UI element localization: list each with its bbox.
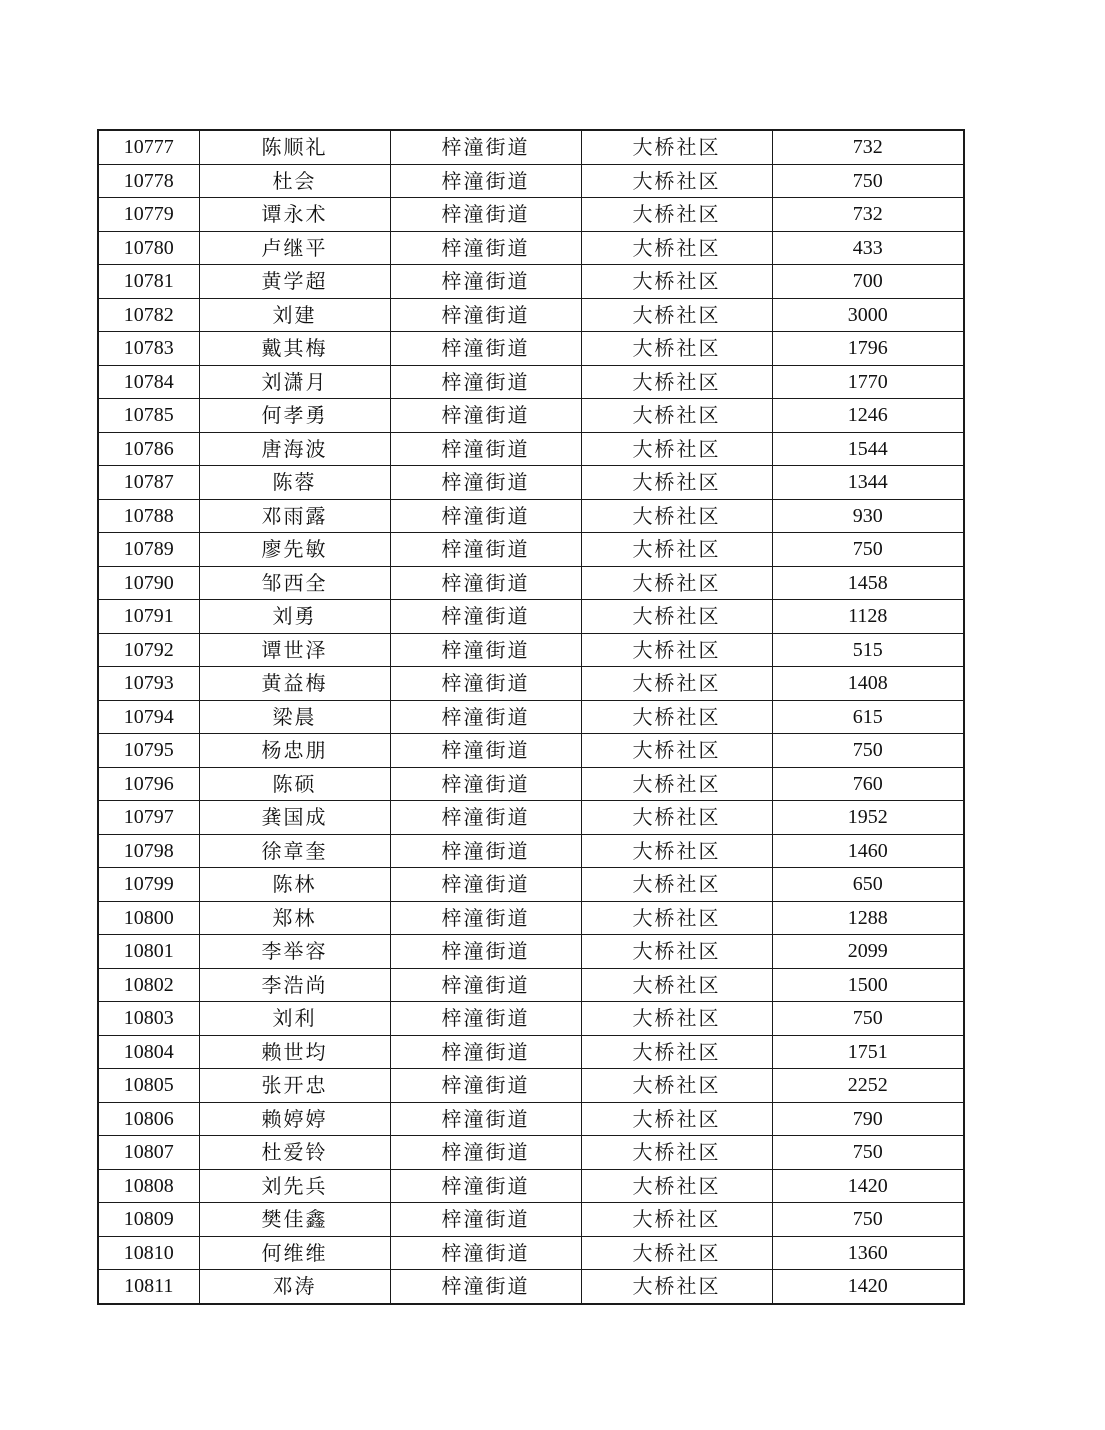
amount-cell: 750 — [772, 1136, 964, 1170]
person-name-cell: 唐海波 — [199, 432, 390, 466]
amount-cell: 615 — [772, 700, 964, 734]
roster-table — [97, 129, 965, 1305]
community-name-cell: 大桥社区 — [581, 399, 772, 433]
table-row — [98, 901, 964, 935]
table-row — [98, 667, 964, 701]
amount-cell: 750 — [772, 1203, 964, 1237]
amount-cell: 1408 — [772, 667, 964, 701]
community-name-cell: 大桥社区 — [581, 1035, 772, 1069]
street-name-cell: 梓潼街道 — [390, 164, 581, 198]
table-row — [98, 734, 964, 768]
community-name-cell: 大桥社区 — [581, 1069, 772, 1103]
community-name-cell: 大桥社区 — [581, 566, 772, 600]
community-name-cell: 大桥社区 — [581, 533, 772, 567]
table-row — [98, 332, 964, 366]
person-name-cell: 刘利 — [199, 1002, 390, 1036]
community-name-cell: 大桥社区 — [581, 1236, 772, 1270]
person-name-cell: 李举容 — [199, 935, 390, 969]
amount-cell: 790 — [772, 1102, 964, 1136]
community-name-cell: 大桥社区 — [581, 633, 772, 667]
street-name-cell: 梓潼街道 — [390, 1203, 581, 1237]
person-name-cell: 邓雨露 — [199, 499, 390, 533]
street-name-cell: 梓潼街道 — [390, 901, 581, 935]
community-name-cell: 大桥社区 — [581, 667, 772, 701]
amount-cell: 750 — [772, 1002, 964, 1036]
community-name-cell: 大桥社区 — [581, 164, 772, 198]
person-name-cell: 何维维 — [199, 1236, 390, 1270]
person-name-cell: 梁晨 — [199, 700, 390, 734]
serial-number-cell: 10782 — [98, 298, 199, 332]
table-row — [98, 1236, 964, 1270]
person-name-cell: 赖世均 — [199, 1035, 390, 1069]
community-name-cell: 大桥社区 — [581, 1002, 772, 1036]
serial-number-cell: 10785 — [98, 399, 199, 433]
street-name-cell: 梓潼街道 — [390, 1236, 581, 1270]
amount-cell: 1952 — [772, 801, 964, 835]
person-name-cell: 戴其梅 — [199, 332, 390, 366]
table-row — [98, 566, 964, 600]
table-row — [98, 1136, 964, 1170]
amount-cell: 700 — [772, 265, 964, 299]
table-row — [98, 968, 964, 1002]
person-name-cell: 郑林 — [199, 901, 390, 935]
community-name-cell: 大桥社区 — [581, 1270, 772, 1304]
serial-number-cell: 10807 — [98, 1136, 199, 1170]
community-name-cell: 大桥社区 — [581, 801, 772, 835]
table-row — [98, 700, 964, 734]
amount-cell: 1360 — [772, 1236, 964, 1270]
street-name-cell: 梓潼街道 — [390, 231, 581, 265]
amount-cell: 930 — [772, 499, 964, 533]
amount-cell: 1128 — [772, 600, 964, 634]
table-row — [98, 365, 964, 399]
table-row — [98, 633, 964, 667]
street-name-cell: 梓潼街道 — [390, 868, 581, 902]
serial-number-cell: 10800 — [98, 901, 199, 935]
street-name-cell: 梓潼街道 — [390, 298, 581, 332]
amount-cell: 3000 — [772, 298, 964, 332]
serial-number-cell: 10778 — [98, 164, 199, 198]
amount-cell: 1751 — [772, 1035, 964, 1069]
community-name-cell: 大桥社区 — [581, 365, 772, 399]
person-name-cell: 龚国成 — [199, 801, 390, 835]
serial-number-cell: 10793 — [98, 667, 199, 701]
table-row — [98, 1169, 964, 1203]
community-name-cell: 大桥社区 — [581, 265, 772, 299]
amount-cell: 1544 — [772, 432, 964, 466]
street-name-cell: 梓潼街道 — [390, 1102, 581, 1136]
serial-number-cell: 10777 — [98, 130, 199, 164]
serial-number-cell: 10803 — [98, 1002, 199, 1036]
serial-number-cell: 10805 — [98, 1069, 199, 1103]
amount-cell: 650 — [772, 868, 964, 902]
person-name-cell: 卢继平 — [199, 231, 390, 265]
community-name-cell: 大桥社区 — [581, 1169, 772, 1203]
person-name-cell: 杜会 — [199, 164, 390, 198]
amount-cell: 760 — [772, 767, 964, 801]
street-name-cell: 梓潼街道 — [390, 432, 581, 466]
community-name-cell: 大桥社区 — [581, 130, 772, 164]
community-name-cell: 大桥社区 — [581, 298, 772, 332]
table-row — [98, 164, 964, 198]
table-row — [98, 767, 964, 801]
serial-number-cell: 10811 — [98, 1270, 199, 1304]
street-name-cell: 梓潼街道 — [390, 332, 581, 366]
street-name-cell: 梓潼街道 — [390, 566, 581, 600]
person-name-cell: 杜爱铃 — [199, 1136, 390, 1170]
table-row — [98, 399, 964, 433]
serial-number-cell: 10781 — [98, 265, 199, 299]
amount-cell: 515 — [772, 633, 964, 667]
community-name-cell: 大桥社区 — [581, 935, 772, 969]
street-name-cell: 梓潼街道 — [390, 633, 581, 667]
community-name-cell: 大桥社区 — [581, 767, 772, 801]
table-row — [98, 198, 964, 232]
person-name-cell: 杨忠朋 — [199, 734, 390, 768]
person-name-cell: 徐章奎 — [199, 834, 390, 868]
amount-cell: 1420 — [772, 1270, 964, 1304]
community-name-cell: 大桥社区 — [581, 600, 772, 634]
table-row — [98, 1035, 964, 1069]
person-name-cell: 黄学超 — [199, 265, 390, 299]
amount-cell: 750 — [772, 533, 964, 567]
serial-number-cell: 10795 — [98, 734, 199, 768]
community-name-cell: 大桥社区 — [581, 901, 772, 935]
person-name-cell: 陈顺礼 — [199, 130, 390, 164]
street-name-cell: 梓潼街道 — [390, 700, 581, 734]
table-row — [98, 1069, 964, 1103]
amount-cell: 750 — [772, 164, 964, 198]
table-row — [98, 499, 964, 533]
amount-cell: 1420 — [772, 1169, 964, 1203]
amount-cell: 1246 — [772, 399, 964, 433]
serial-number-cell: 10791 — [98, 600, 199, 634]
amount-cell: 1344 — [772, 466, 964, 500]
person-name-cell: 黄益梅 — [199, 667, 390, 701]
amount-cell: 2252 — [772, 1069, 964, 1103]
serial-number-cell: 10798 — [98, 834, 199, 868]
table-row — [98, 834, 964, 868]
amount-cell: 1796 — [772, 332, 964, 366]
serial-number-cell: 10787 — [98, 466, 199, 500]
street-name-cell: 梓潼街道 — [390, 533, 581, 567]
amount-cell: 750 — [772, 734, 964, 768]
street-name-cell: 梓潼街道 — [390, 968, 581, 1002]
person-name-cell: 谭永术 — [199, 198, 390, 232]
street-name-cell: 梓潼街道 — [390, 801, 581, 835]
person-name-cell: 刘勇 — [199, 600, 390, 634]
table-row — [98, 801, 964, 835]
serial-number-cell: 10790 — [98, 566, 199, 600]
community-name-cell: 大桥社区 — [581, 432, 772, 466]
serial-number-cell: 10794 — [98, 700, 199, 734]
street-name-cell: 梓潼街道 — [390, 466, 581, 500]
table-row — [98, 533, 964, 567]
serial-number-cell: 10789 — [98, 533, 199, 567]
serial-number-cell: 10808 — [98, 1169, 199, 1203]
amount-cell: 1460 — [772, 834, 964, 868]
person-name-cell: 樊佳鑫 — [199, 1203, 390, 1237]
amount-cell: 2099 — [772, 935, 964, 969]
person-name-cell: 陈硕 — [199, 767, 390, 801]
serial-number-cell: 10810 — [98, 1236, 199, 1270]
serial-number-cell: 10799 — [98, 868, 199, 902]
person-name-cell: 陈林 — [199, 868, 390, 902]
amount-cell: 1458 — [772, 566, 964, 600]
amount-cell: 1770 — [772, 365, 964, 399]
person-name-cell: 廖先敏 — [199, 533, 390, 567]
serial-number-cell: 10792 — [98, 633, 199, 667]
street-name-cell: 梓潼街道 — [390, 1270, 581, 1304]
serial-number-cell: 10801 — [98, 935, 199, 969]
table-row — [98, 298, 964, 332]
street-name-cell: 梓潼街道 — [390, 1136, 581, 1170]
amount-cell: 1288 — [772, 901, 964, 935]
table-row — [98, 231, 964, 265]
community-name-cell: 大桥社区 — [581, 466, 772, 500]
roster-table-body — [98, 130, 964, 1304]
amount-cell: 1500 — [772, 968, 964, 1002]
serial-number-cell: 10788 — [98, 499, 199, 533]
street-name-cell: 梓潼街道 — [390, 834, 581, 868]
street-name-cell: 梓潼街道 — [390, 734, 581, 768]
street-name-cell: 梓潼街道 — [390, 499, 581, 533]
table-row — [98, 1203, 964, 1237]
serial-number-cell: 10779 — [98, 198, 199, 232]
community-name-cell: 大桥社区 — [581, 332, 772, 366]
serial-number-cell: 10809 — [98, 1203, 199, 1237]
person-name-cell: 邹西全 — [199, 566, 390, 600]
person-name-cell: 谭世泽 — [199, 633, 390, 667]
community-name-cell: 大桥社区 — [581, 868, 772, 902]
table-row — [98, 1270, 964, 1304]
serial-number-cell: 10797 — [98, 801, 199, 835]
person-name-cell: 赖婷婷 — [199, 1102, 390, 1136]
serial-number-cell: 10784 — [98, 365, 199, 399]
table-row — [98, 466, 964, 500]
person-name-cell: 刘先兵 — [199, 1169, 390, 1203]
community-name-cell: 大桥社区 — [581, 499, 772, 533]
community-name-cell: 大桥社区 — [581, 1102, 772, 1136]
person-name-cell: 陈蓉 — [199, 466, 390, 500]
table-row — [98, 1102, 964, 1136]
community-name-cell: 大桥社区 — [581, 1136, 772, 1170]
person-name-cell: 邓涛 — [199, 1270, 390, 1304]
street-name-cell: 梓潼街道 — [390, 935, 581, 969]
table-row — [98, 1002, 964, 1036]
table-row — [98, 130, 964, 164]
table-row — [98, 432, 964, 466]
community-name-cell: 大桥社区 — [581, 968, 772, 1002]
street-name-cell: 梓潼街道 — [390, 600, 581, 634]
street-name-cell: 梓潼街道 — [390, 1035, 581, 1069]
community-name-cell: 大桥社区 — [581, 198, 772, 232]
community-name-cell: 大桥社区 — [581, 1203, 772, 1237]
street-name-cell: 梓潼街道 — [390, 667, 581, 701]
street-name-cell: 梓潼街道 — [390, 198, 581, 232]
table-row — [98, 265, 964, 299]
serial-number-cell: 10802 — [98, 968, 199, 1002]
street-name-cell: 梓潼街道 — [390, 265, 581, 299]
street-name-cell: 梓潼街道 — [390, 767, 581, 801]
street-name-cell: 梓潼街道 — [390, 1069, 581, 1103]
serial-number-cell: 10804 — [98, 1035, 199, 1069]
amount-cell: 732 — [772, 198, 964, 232]
table-row — [98, 935, 964, 969]
person-name-cell: 刘潇月 — [199, 365, 390, 399]
serial-number-cell: 10786 — [98, 432, 199, 466]
serial-number-cell: 10783 — [98, 332, 199, 366]
amount-cell: 433 — [772, 231, 964, 265]
person-name-cell: 张开忠 — [199, 1069, 390, 1103]
community-name-cell: 大桥社区 — [581, 734, 772, 768]
person-name-cell: 李浩尚 — [199, 968, 390, 1002]
street-name-cell: 梓潼街道 — [390, 130, 581, 164]
serial-number-cell: 10780 — [98, 231, 199, 265]
street-name-cell: 梓潼街道 — [390, 1002, 581, 1036]
serial-number-cell: 10796 — [98, 767, 199, 801]
street-name-cell: 梓潼街道 — [390, 365, 581, 399]
table-row — [98, 600, 964, 634]
person-name-cell: 刘建 — [199, 298, 390, 332]
street-name-cell: 梓潼街道 — [390, 399, 581, 433]
serial-number-cell: 10806 — [98, 1102, 199, 1136]
community-name-cell: 大桥社区 — [581, 231, 772, 265]
street-name-cell: 梓潼街道 — [390, 1169, 581, 1203]
person-name-cell: 何孝勇 — [199, 399, 390, 433]
table-row — [98, 868, 964, 902]
amount-cell: 732 — [772, 130, 964, 164]
community-name-cell: 大桥社区 — [581, 700, 772, 734]
community-name-cell: 大桥社区 — [581, 834, 772, 868]
